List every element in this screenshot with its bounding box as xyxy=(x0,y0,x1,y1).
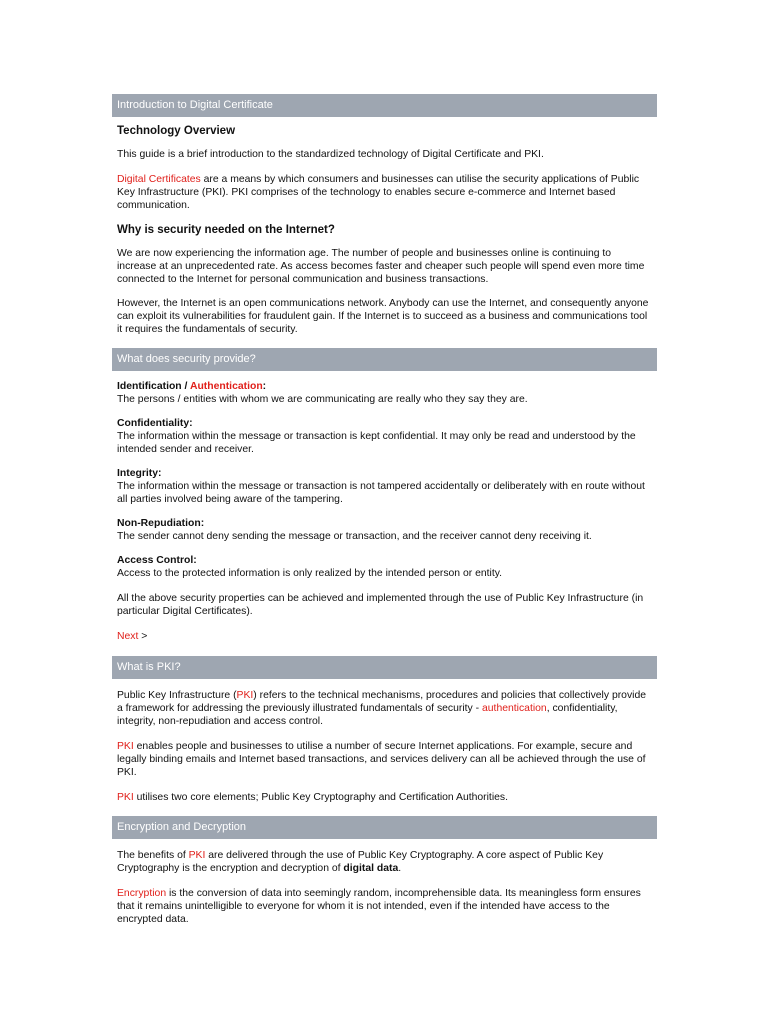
encryption-link[interactable]: Encryption xyxy=(117,888,167,899)
non-repudiation-text: The sender cannot deny sending the message or transaction, and the receiver cannot deny receiving it. xyxy=(117,531,592,542)
section-header-encryption: Encryption and Decryption xyxy=(112,816,657,839)
non-repudiation-item xyxy=(117,517,653,543)
authentication-link[interactable]: Authentication xyxy=(189,381,263,392)
section-header-pki: What is PKI? xyxy=(112,656,657,679)
security-content xyxy=(112,380,657,643)
pki-link-3[interactable]: PKI xyxy=(117,792,134,803)
next-row: Next > xyxy=(117,631,148,642)
pki-paragraph-1: Public Key Infrastructure (PKI) refers to the technical mechanisms, procedures and policies that collectively provide a framework for addressing the previously illustrated fundamentals of security - authentication, confidentiality, integrity, non-repudiation and access control. xyxy=(117,690,647,727)
access-control-text: Access to the protected information is only realized by the intended person or entity. xyxy=(117,568,503,579)
confidentiality-text: The information within the message or transaction is kept confidential. It may only be read and understood by the intended sender and receiver. xyxy=(117,431,636,455)
intro-paragraph-1: This guide is a brief introduction to the standardized technology of Digital Certificate and PKI. xyxy=(117,149,544,160)
intro-paragraph-4: However, the Internet is an open communications network. Anybody can use the Internet, and consequently anyone can exploit its vulnerabilities for fraudulent gain. If the Internet is to succeed as a business and communications tool it requires the fundamentals of security. xyxy=(117,298,649,335)
next-link[interactable]: Next xyxy=(117,631,139,642)
confidentiality-item xyxy=(117,417,653,456)
intro-paragraph-3: We are now experiencing the information age. The number of people and businesses online is continuing to increase at an unprecedented rate. As access becomes faster and cheaper such people will spend even more time connected to the Internet for personal communication and business transactions. xyxy=(117,248,645,285)
security-summary: All the above security properties can be achieved and implemented through the use of Public Key Infrastructure (in particular Digital Certificates). xyxy=(117,593,644,617)
encryption-paragraph-1: The benefits of PKI are delivered through the use of Public Key Cryptography. A core aspect of Public Key Cryptography is the encryption and decryption of digital data. xyxy=(117,850,604,874)
encryption-content xyxy=(112,849,657,926)
intro-content xyxy=(112,125,657,336)
access-control-item xyxy=(117,554,653,580)
identification-label: Identification / xyxy=(117,381,190,392)
intro-paragraph-2-text: are a means by which consumers and businesses can utilise the security applications of Public Key Infrastructure (PKI). PKI comprises of the technology to enables secure e-commerce and Internet based communication. xyxy=(117,174,640,211)
access-control-label: Access Control: xyxy=(117,555,197,566)
identification-text: The persons / entities with whom we are communicating are really who they say they are. xyxy=(117,394,528,405)
encryption-paragraph-2: Encryption is the conversion of data into seemingly random, incomprehensible data. Its meaningless form ensures that it remains unintelligible to everyone for whom it is not intended, even if the intended have access to the encrypted data. xyxy=(117,888,641,925)
pki-link[interactable]: PKI xyxy=(236,690,254,701)
section-header-intro: Introduction to Digital Certificate xyxy=(112,94,657,117)
integrity-item xyxy=(117,467,653,506)
integrity-text: The information within the message or transaction is not tampered accidentally or deliberately with en route without all parties involved being aware of the tampering. xyxy=(117,481,645,505)
document-page xyxy=(112,94,657,926)
heading-why-security: Why is security needed on the Internet? xyxy=(117,224,335,236)
intro-paragraph-2 xyxy=(117,173,653,212)
identification-item: Identification / Authentication: The persons / entities with whom we are communicating are really who they say they are. xyxy=(117,381,528,405)
section-header-security: What does security provide? xyxy=(112,348,657,371)
authentication-link-2[interactable]: authentication xyxy=(482,703,547,714)
pki-link-4[interactable]: PKI xyxy=(188,850,206,861)
digital-certificates-link[interactable]: Digital Certificates xyxy=(117,174,201,185)
pki-link-2[interactable]: PKI xyxy=(117,741,134,752)
digital-data-text: digital data xyxy=(343,863,399,874)
pki-paragraph-2: PKI enables people and businesses to utilise a number of secure Internet applications. For example, secure and legally binding emails and Internet based transactions, and services delivery can all be achieved through the use of PKI. xyxy=(117,741,646,778)
pki-paragraph-3: PKI utilises two core elements; Public Key Cryptography and Certification Authorities. xyxy=(117,792,508,803)
confidentiality-label: Confidentiality: xyxy=(117,418,193,429)
integrity-label: Integrity: xyxy=(117,468,162,479)
pki-content xyxy=(112,689,657,804)
non-repudiation-label: Non-Repudiation: xyxy=(117,518,205,529)
heading-technology-overview: Technology Overview xyxy=(117,125,236,137)
